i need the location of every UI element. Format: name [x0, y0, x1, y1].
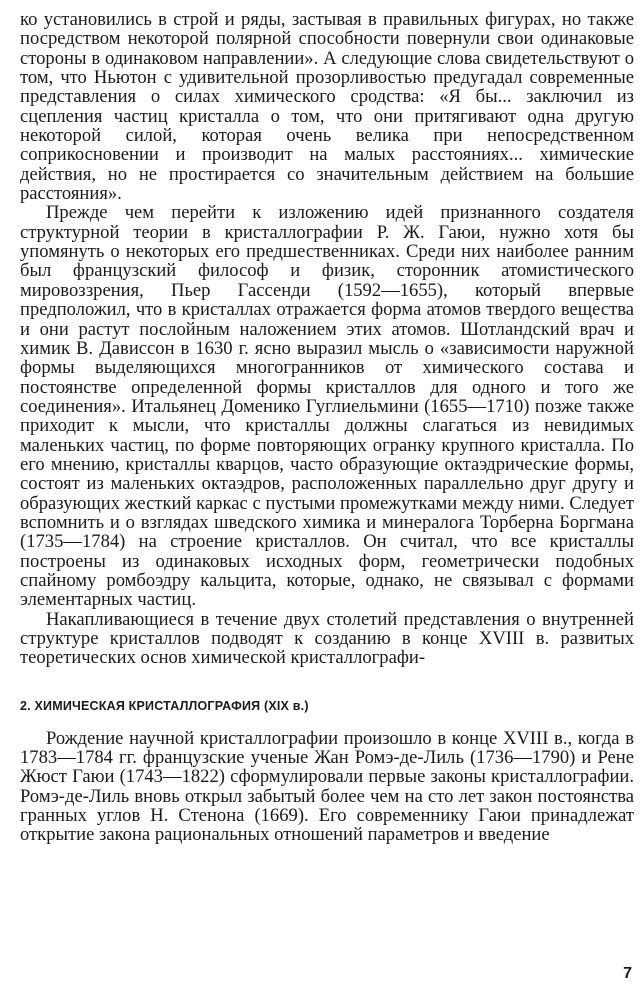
- page-number: 7: [623, 965, 632, 982]
- page-body: [20, 10, 634, 845]
- paragraph-newton-quote: ко установились в строй и ряды, застывая в правильных фигурах, но также посредством некоторой полярной способности повернули свои одинаковые стороны в одинаковом направлении». А следующие слова свидетельствуют о том, что Ньютон с удивительной прозорливостью предугадал современные представления о силах химического сродства: «Я бы... заключил из сцепления частиц кристалла о том, что они притягивают одна другую некоторой силой, которая очень велика при непосредственном соприкосновении и производит на малых расстояниях... химические действия, но не простирается со значительным действием на большие расстояния».: [20, 9, 634, 205]
- paragraph-birth-of-crystallography: Рождение научной кристаллографии произошло в конце XVIII в., когда в 1783—1784 гг. французские ученые Жан Ромэ-де-Лиль (1736—1790) и Рене Жюст Гаюи (1743—1822) сформулировали первые законы кристаллографии. Ромэ-де-Лиль вновь открыл забытый более чем на сто лет закон постоянства гранных углов Н. Стенона (1669). Его современнику Гаюи принадлежат открытие закона рациональных отношений параметров и введение: [20, 727, 634, 846]
- paragraph-predecessors: Прежде чем перейти к изложению идей признанного создателя структурной теории в кристаллографии Р. Ж. Гаюи, нужно хотя бы упомянуть о некоторых его предшественниках. Среди них наиболее ранним был французский философ и физик, сторонник атомистического мировоззрения, Пьер Гассенди (1592—1655), который впервые предположил, что в кристаллах отражается форма атомов твердого вещества и они растут послойным наложением этих атомов. Шотландский врач и химик В. Дависсон в 1630 г. ясно выразил мысль о «зависимости наружной формы выделяющихся многогранников от химического состава и постоянстве определенной формы кристаллов для одного и того же соединения». Итальянец Доменико Гуглиельмини (1655—1710) позже также приходит к мысли, что кристаллы должны слагаться из невидимых маленьких частиц, по форме повторяющих огранку крупного кристалла. По его мнению, кристаллы кварцов, часто образующие октаэдрические формы, состоят из маленьких октаэдров, расположенных параллельно друг другу и образующих жесткий каркас с пустыми промежутками между ними. Следует вспомнить и о взглядах шведского химика и минералога Торберна Боргмана (1735—1784) на строение кристаллов. Он считал, что все кристаллы построены из одинаковых исходных форм, геометрически подобных спайному ромбоэдру кальцита, которые, однако, не связывал с формами элементарных частиц.: [20, 202, 634, 611]
- paragraph-accumulating-ideas: Накапливающиеся в течение двух столетий представления о внутренней структуре кристаллов подводят к созданию в конце XVIII в. развитых теоретических основ химической кристаллографи-: [20, 608, 634, 669]
- section-heading: 2. ХИМИЧЕСКАЯ КРИСТАЛЛОГРАФИЯ (XIX в.): [20, 698, 309, 713]
